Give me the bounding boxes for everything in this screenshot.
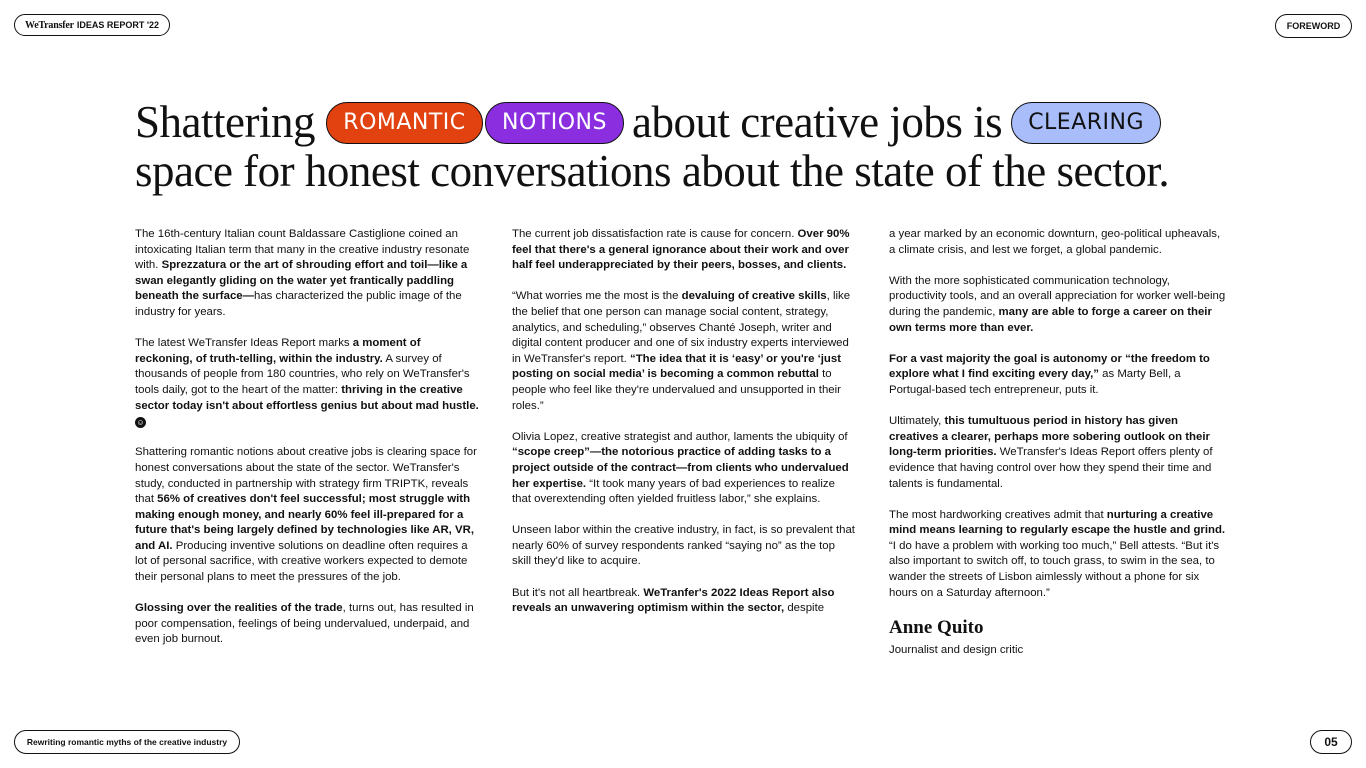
- foreword-button[interactable]: FOREWORD: [1275, 14, 1352, 38]
- brand-badge[interactable]: [14, 14, 170, 36]
- page-number: 05: [1310, 730, 1352, 754]
- paragraph: Ultimately, this tumultuous period in history has given creatives a clearer, perhaps more sobering outlook on their long-term priorities. WeTransfer's Ideas Report offers plenty of evidence that having control over how they spend their time and talents is fundamental.: [889, 415, 1213, 490]
- paragraph: The most hardworking creatives admit that nurturing a creative mind means learning to regularly escape the hustle and grind. “I do have a problem with working too much,” Bell attests. “But it's also important to switch off, to touch grass, to swim in the sea, to wander the streets of Lisbon aimlessly without a phone for six hours on a Saturday afternoon.”: [889, 508, 1226, 599]
- paragraph: Olivia Lopez, creative strategist and author, laments the ubiquity of “scope creep”—the notorious practice of adding tasks to a project outside of the contract—from clients who undervalued her expertise. “It took many years of bad experiences to realize that overextending often yielded fruitless labor,” she explains.: [512, 430, 849, 506]
- paragraph: “What worries me the most is the devaluing of creative skills, like the belief that one person can manage social content, strategy, analytics, and scheduling,” observes Chanté Joseph, writer and digital content producer and one of six industry experts interviewed in WeTransfer's report. “The idea that it is ‘easy’ or you're ‘just posting on social media’ is becoming a common rebuttal to people who feel like they're undervalued and unsupported in their roles.”: [512, 290, 851, 412]
- column-3: [889, 227, 1229, 658]
- paragraph: Unseen labor within the creative industry, in fact, is so prevalent that nearly 60% of survey respondents ranked “saying no” as the top skill they'd like to acquire.: [512, 524, 855, 568]
- headline-word: Shattering: [135, 97, 315, 147]
- paragraph: Shattering romantic notions about creative jobs is clearing space for honest conversations about the state of the sector. WeTransfer's study, conducted in partnership with strategy firm TRIPTK, reveals that 56% of creatives don't feel successful; most struggle with making enough money, and nearly 60% feel ill-prepared for a future that's being largely defined by technologies like AR, VR, and AI. Producing inventive solutions on deadline often requires a lot of personal sacrifice, with creative workers expected to demote their personal plans to meet the pressures of the job.: [135, 446, 477, 584]
- paragraph: The current job dissatisfaction rate is cause for concern. Over 90% feel that there's a general ignorance about their work and over half feel underappreciated by their peers, bosses, and clients.: [512, 228, 850, 272]
- paragraph: But it's not all heartbreak. WeTranfer's 2022 Ideas Report also reveals an unwavering optimism within the sector, despite: [512, 586, 835, 615]
- clearing-tag: CLEARING: [1011, 102, 1161, 144]
- paragraph: With the more sophisticated communication technology, productivity tools, and an overall appreciation for worker well-being during the pandemic, many are able to forge a career on their own terms more than ever.: [889, 274, 1226, 334]
- paragraph: The latest WeTransfer Ideas Report marks a moment of reckoning, of truth-telling, within the industry. A survey of thousands of people from 180 countries, who rely on WeTransfer's tools daily, got to the heart of the matter: thriving in the creative sector today isn't about effortless genius but about mad hustle. ☺: [135, 337, 479, 428]
- headline-line-2: space for honest conversations about the state of the sector.: [135, 146, 1170, 196]
- paragraph: For a vast majority the goal is autonomy or “the freedom to explore what I find exciting every day,” as Marty Bell, a Portugal-based tech entrepreneur, puts it.: [889, 352, 1210, 396]
- column-2: [512, 227, 857, 632]
- notions-tag: NOTIONS: [485, 102, 624, 144]
- author-role: Journalist and design critic: [889, 643, 1024, 656]
- romantic-tag: ROMANTIC: [326, 102, 483, 144]
- brand-label: IDEAS REPORT '22: [76, 20, 160, 30]
- smiley-emoji-icon: ☺: [136, 418, 145, 428]
- column-1: [135, 227, 480, 664]
- paragraph: Glossing over the realities of the trade, turns out, has resulted in poor compensation, feelings of being undervalued, underpaid, and even job burnout.: [135, 602, 474, 646]
- footer-section-title[interactable]: Rewriting romantic myths of the creative industry: [14, 730, 240, 754]
- headline-mid: about creative jobs is: [631, 97, 1003, 147]
- paragraph: a year marked by an economic downturn, geo-political upheavals, a climate crisis, and lest we forget, a global pandemic.: [889, 228, 1221, 256]
- wetransfer-logo: WeTransfer: [24, 19, 74, 31]
- headline: [135, 98, 1275, 196]
- paragraph: The 16th-century Italian count Baldassare Castiglione coined an intoxicating Italian term that many in the creative industry resonate with. Sprezzatura or the art of shrouding effort and toil—like a swan elegantly gliding on the water yet frantically paddling beneath the surface—has characterized the public image of the industry for years.: [135, 228, 470, 318]
- author-name: Anne Quito: [889, 616, 984, 638]
